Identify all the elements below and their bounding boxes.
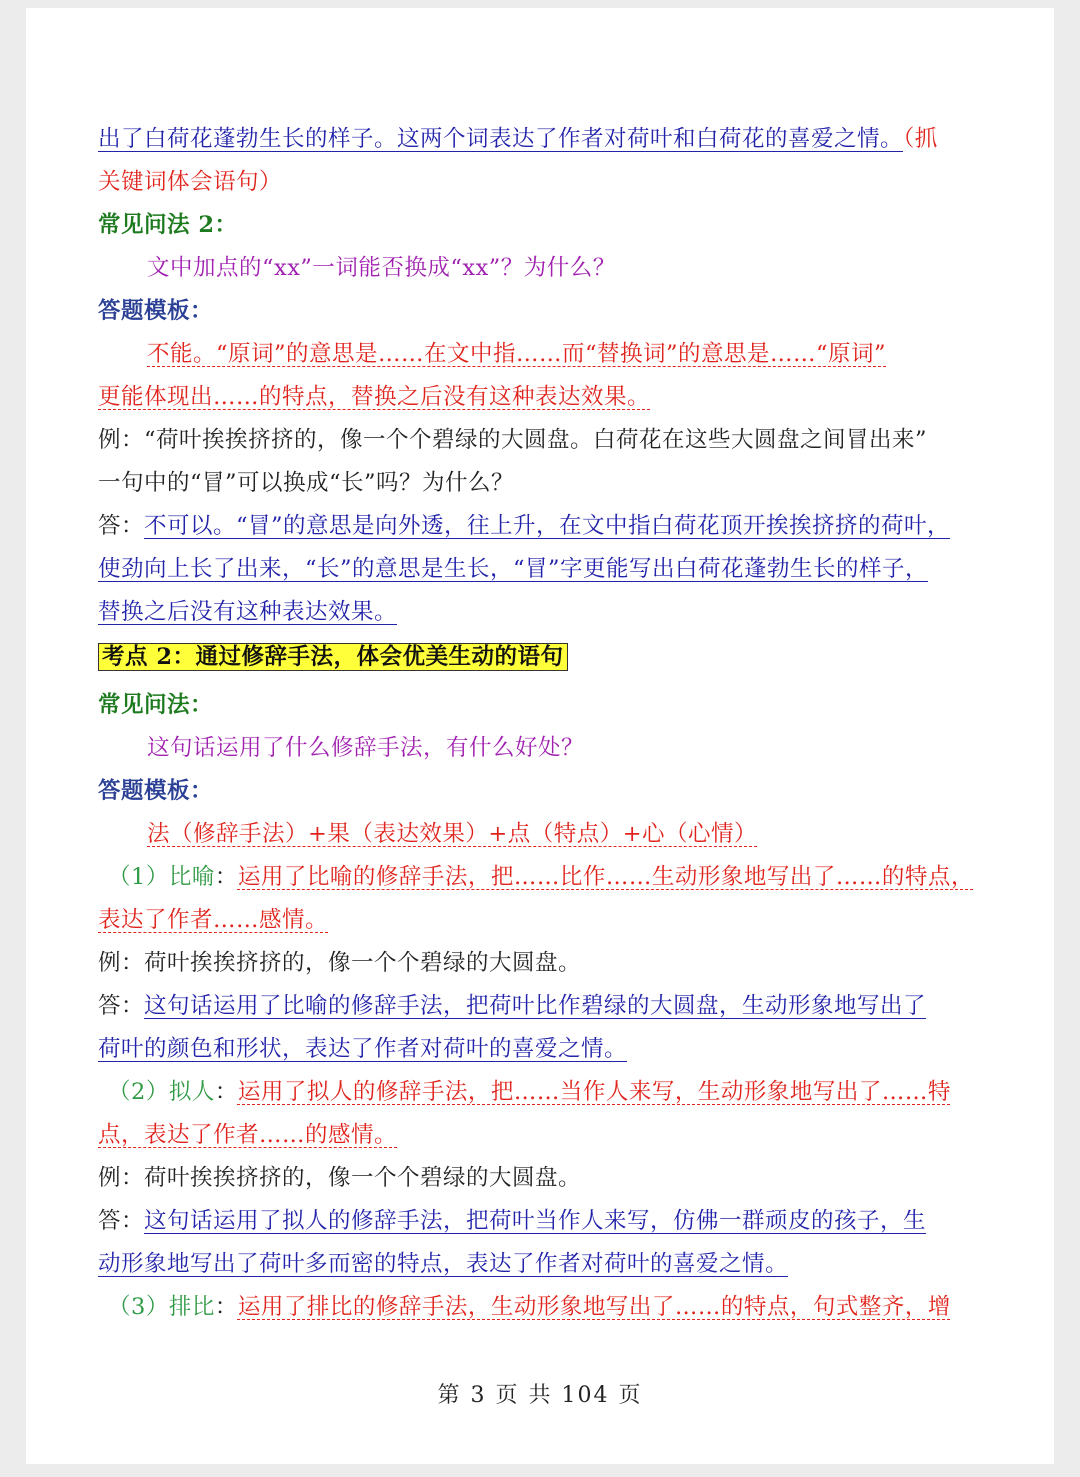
answer-text: 使劲向上长了出来，“长”的意思是生长，“冒”字更能写出白荷花蓬勃生长的样子，	[98, 556, 929, 582]
text-line	[98, 333, 1008, 376]
rhetoric-label: （1）比喻	[108, 864, 215, 890]
text-line	[98, 548, 1008, 591]
question-text: 文中加点的“xx”一词能否换成“xx”？为什么？	[147, 255, 616, 281]
label-colon: ：	[214, 1079, 238, 1105]
answer-text: 这句话运用了比喻的修辞手法，把荷叶比作碧绿的大圆盘，生动形象地写出了	[144, 993, 927, 1019]
page-footer: 第 3 页 共 104 页	[437, 1383, 643, 1408]
answer-text: 荷叶的颜色和形状，表达了作者对荷叶的喜爱之情。	[98, 1036, 628, 1062]
page-content	[98, 118, 1008, 1329]
section-heading: 考点 2：通过修辞手法，体会优美生动的语句	[98, 643, 568, 671]
text-line	[98, 1243, 1008, 1286]
label-colon: ：	[214, 1294, 238, 1320]
template-heading: 答题模板：	[98, 778, 214, 804]
question-heading: 常见问法：	[98, 692, 214, 718]
text-line	[98, 856, 1008, 899]
template-text: 运用了比喻的修辞手法，把……比作……生动形象地写出了……的特点，	[237, 864, 974, 890]
question-heading: 常见问法 2：	[98, 212, 238, 238]
template-text: 点，表达了作者……的感情。	[98, 1122, 398, 1148]
note-text: 关键词体会语句）	[98, 169, 283, 195]
text-line	[98, 376, 1008, 419]
template-text: 运用了拟人的修辞手法，把……当作人来写，生动形象地写出了……特	[237, 1079, 951, 1105]
text-line	[98, 1200, 1008, 1243]
template-text: 法（修辞手法）+果（表达效果）+点（特点）+心（心情）	[147, 821, 758, 847]
text-line	[98, 899, 1008, 942]
template-text: 不能。“原词”的意思是……在文中指……而“替换词”的意思是……“原词”	[147, 341, 887, 367]
text-line	[98, 1114, 1008, 1157]
answer-prefix: 答：	[98, 993, 145, 1019]
example-text: 一句中的“冒”可以换成“长”吗？为什么？	[98, 470, 515, 496]
text-line	[98, 1071, 1008, 1114]
template-text: 更能体现出……的特点，替换之后没有这种表达效果。	[98, 384, 651, 410]
question-text: 这句话运用了什么修辞手法，有什么好处？	[147, 735, 585, 761]
note-text: （抓	[903, 126, 938, 152]
example-text: 例：“荷叶挨挨挤挤的，像一个个碧绿的大圆盘。白荷花在这些大圆盘之间冒出来”	[98, 427, 928, 453]
answer-prefix: 答：	[98, 513, 145, 539]
rhetoric-label: （3）排比	[108, 1294, 215, 1320]
template-heading: 答题模板：	[98, 298, 214, 324]
text-line	[98, 1028, 1008, 1071]
answer-prefix: 答：	[98, 1208, 145, 1234]
answer-text: 不可以。“冒”的意思是向外透，往上升，在文中指白荷花顶开挨挨挤挤的荷叶，	[144, 513, 951, 539]
text-line	[98, 813, 1008, 856]
text-line	[98, 591, 1008, 634]
document-page	[26, 8, 1054, 1464]
label-colon: ：	[214, 864, 238, 890]
section-heading-line	[98, 634, 1008, 684]
template-text: 运用了排比的修辞手法，生动形象地写出了……的特点，句式整齐，增	[237, 1294, 951, 1320]
answer-text: 动形象地写出了荷叶多而密的特点，表达了作者对荷叶的喜爱之情。	[98, 1251, 789, 1277]
text-line	[98, 1286, 1008, 1329]
example-text: 例：荷叶挨挨挤挤的，像一个个碧绿的大圆盘。	[98, 1165, 582, 1191]
text-line	[98, 985, 1008, 1028]
example-text: 例：荷叶挨挨挤挤的，像一个个碧绿的大圆盘。	[98, 950, 582, 976]
text-line	[98, 505, 1008, 548]
template-text: 表达了作者……感情。	[98, 907, 329, 933]
answer-text: 出了白荷花蓬勃生长的样子。这两个词表达了作者对荷叶和白荷花的喜爱之情。	[98, 126, 904, 152]
rhetoric-label: （2）拟人	[108, 1079, 215, 1105]
text-line	[98, 161, 1008, 204]
text-line	[98, 118, 1008, 161]
answer-text: 这句话运用了拟人的修辞手法，把荷叶当作人来写，仿佛一群顽皮的孩子，生	[144, 1208, 927, 1234]
answer-text: 替换之后没有这种表达效果。	[98, 599, 398, 625]
